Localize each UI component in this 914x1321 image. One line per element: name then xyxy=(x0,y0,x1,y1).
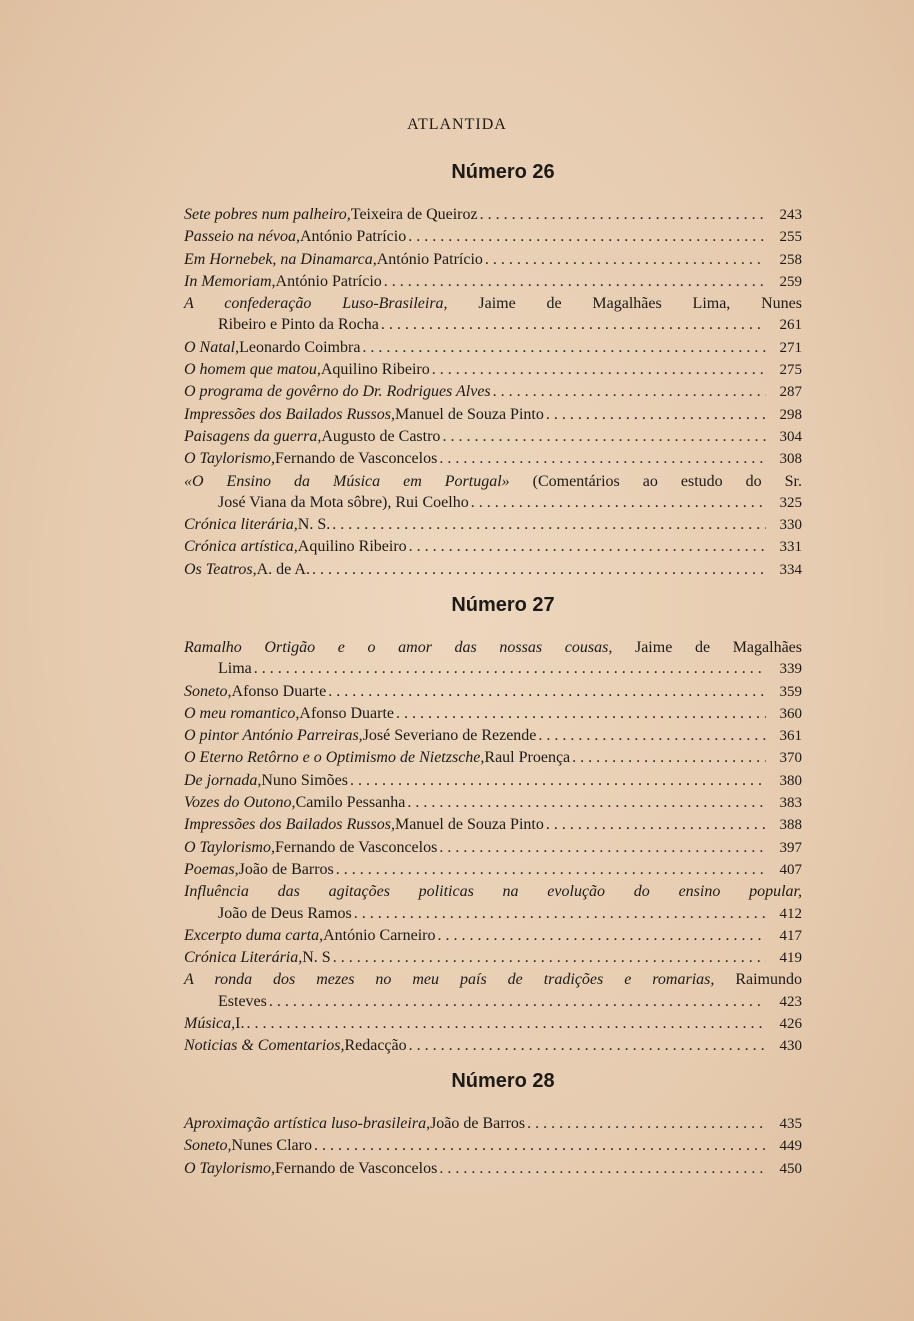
entry-page-number: 325 xyxy=(779,494,802,511)
entry-author: Fernando de Vasconcelos xyxy=(274,1159,438,1177)
entry-title: Sete pobres num palheiro, xyxy=(184,206,351,223)
entry-page-number: 304 xyxy=(779,428,802,445)
entry-author: Leonardo Coimbra xyxy=(239,338,361,356)
dot-leader xyxy=(269,991,766,1012)
entry-author: Nunes Claro xyxy=(231,1137,312,1155)
entry-author: António Carneiro xyxy=(323,926,436,944)
entry-page-number: 423 xyxy=(779,993,802,1010)
entry-author: N. S. xyxy=(297,516,331,534)
toc-entry xyxy=(184,293,802,337)
dot-leader xyxy=(439,837,766,858)
toc-entry xyxy=(184,814,802,836)
dot-leader xyxy=(438,925,767,946)
toc-entry xyxy=(184,770,802,792)
toc-entry xyxy=(184,271,802,293)
dot-leader xyxy=(439,1158,766,1179)
toc-entry xyxy=(184,448,802,470)
entry-page-number: 419 xyxy=(779,950,802,967)
entry-page-number: 331 xyxy=(779,539,802,556)
entry-title: O Taylorismo, xyxy=(184,838,275,856)
entry-page-number: 450 xyxy=(779,1160,802,1177)
toc-entry xyxy=(184,1013,802,1035)
entry-page-number: 308 xyxy=(779,451,802,468)
entry-author: Camilo Pessanha xyxy=(295,794,406,812)
entry-author: Jaime de Magalhães xyxy=(612,639,802,656)
entry-title: O pintor António Parreiras, xyxy=(184,727,363,745)
dot-leader xyxy=(432,359,766,380)
dot-leader xyxy=(538,725,766,746)
dot-leader xyxy=(246,1013,766,1034)
dot-leader xyxy=(396,703,766,724)
toc-entry xyxy=(184,471,802,515)
dot-leader xyxy=(354,903,766,924)
section-title: Número 28 xyxy=(451,1070,555,1092)
entry-title: «O Ensino da Música em Portugal» xyxy=(184,472,510,490)
toc-entry xyxy=(184,637,802,681)
entry-title: De jornada, xyxy=(184,771,262,789)
dot-leader xyxy=(254,658,766,679)
dot-leader xyxy=(350,770,766,791)
toc-entry xyxy=(184,703,802,725)
entry-title: Ramalho Ortigão e o amor das nossas cousas, xyxy=(184,639,613,656)
entry-title: Impressões dos Bailados Russos, xyxy=(184,405,395,423)
toc-entry xyxy=(184,359,802,381)
entry-page-number: 287 xyxy=(779,384,802,401)
entry-author: Aquilino Ribeiro xyxy=(297,538,407,556)
dot-leader xyxy=(332,514,766,535)
entry-title: Os Teatros, xyxy=(184,560,257,578)
toc-entry xyxy=(184,226,802,248)
entry-title: In Memoriam, xyxy=(184,272,276,290)
entry-title: Soneto, xyxy=(184,1137,232,1155)
entry-author: Raul Proença xyxy=(484,749,571,767)
toc-entry xyxy=(184,747,802,769)
toc-entry xyxy=(184,559,802,581)
entry-page-number: 261 xyxy=(779,317,802,334)
entry-title: Crónica literária, xyxy=(184,516,298,534)
entry-title: Influência das agitações politicas na evolução do ensino popular, xyxy=(184,883,802,901)
entry-title: Aproximação artística luso-brasileira, xyxy=(184,1115,431,1132)
entry-page-number: 360 xyxy=(779,705,802,722)
entry-title: O Taylorismo, xyxy=(184,1159,275,1177)
entry-title: Paisagens da guerra, xyxy=(184,427,322,445)
toc-entry xyxy=(184,1135,802,1157)
dot-leader xyxy=(442,426,766,447)
entry-author: António Patrício xyxy=(376,250,483,268)
entry-author: Fernando de Vasconcelos xyxy=(274,450,438,468)
toc-entry xyxy=(184,969,802,1013)
section-title: Número 27 xyxy=(451,594,555,616)
entry-page-number: 435 xyxy=(779,1116,802,1132)
entry-title: O homem que matou, xyxy=(184,361,321,379)
entry-page-number: 412 xyxy=(779,905,802,922)
entry-page-number: 370 xyxy=(779,750,802,767)
entry-title: Vozes do Outono, xyxy=(184,794,296,812)
entry-author: Manuel de Souza Pinto xyxy=(394,405,544,423)
entry-author: António Patrício xyxy=(275,272,382,290)
dot-leader xyxy=(471,492,766,513)
entry-page-number: 258 xyxy=(779,251,802,268)
section-numero-28 xyxy=(184,1070,802,1180)
entry-author-continued: Lima xyxy=(218,660,252,678)
entry-author: José Severiano de Rezende xyxy=(362,727,537,745)
entry-page-number: 255 xyxy=(779,229,802,246)
toc-entry xyxy=(184,881,802,925)
entry-page-number: 380 xyxy=(779,772,802,789)
dot-leader xyxy=(546,814,766,835)
entry-author: Fernando de Vasconcelos xyxy=(274,838,438,856)
dot-leader xyxy=(409,1035,766,1056)
entry-page-number: 449 xyxy=(779,1138,802,1155)
toc-entry xyxy=(184,725,802,747)
entry-title: Música, xyxy=(184,1015,236,1033)
entry-author: N. S xyxy=(302,949,331,967)
entry-page-number: 259 xyxy=(779,273,802,290)
entry-page-number: 383 xyxy=(779,795,802,812)
dot-leader xyxy=(439,448,766,469)
entry-author: A. de A. xyxy=(256,560,310,578)
section-numero-27 xyxy=(184,594,802,1058)
dot-leader xyxy=(485,249,766,270)
entry-author: (Comentários ao estudo do Sr. xyxy=(509,472,803,490)
section-title: Número 26 xyxy=(451,161,555,183)
running-head: ATLANTIDA xyxy=(407,116,507,133)
entry-author: Afonso Duarte xyxy=(231,682,327,700)
entry-author: João de Barros xyxy=(430,1115,526,1132)
entry-page-number: 298 xyxy=(779,406,802,423)
dot-leader xyxy=(480,204,766,225)
entry-author: Afonso Duarte xyxy=(299,704,395,722)
dot-leader xyxy=(362,337,766,358)
entry-title: Excerpto duma carta, xyxy=(184,926,324,944)
entry-page-number: 275 xyxy=(779,362,802,379)
entry-author-continued: Ribeiro e Pinto da Rocha xyxy=(218,316,379,334)
dot-leader xyxy=(407,792,766,813)
toc-entry xyxy=(184,837,802,859)
entry-title: A ronda dos mezes no meu país de tradições e romarias, xyxy=(184,971,715,989)
entry-title: Impressões dos Bailados Russos, xyxy=(184,816,395,834)
dot-leader xyxy=(409,536,766,557)
dot-leader xyxy=(312,559,766,580)
toc-entry xyxy=(184,337,802,359)
toc-entry xyxy=(184,404,802,426)
toc-entry xyxy=(184,681,802,703)
entry-title: O Natal, xyxy=(184,338,240,356)
toc-entry xyxy=(184,859,802,881)
entry-title: Soneto, xyxy=(184,682,232,700)
entry-author: Jaime de Magalhães Lima, Nunes xyxy=(447,295,803,313)
entry-page-number: 397 xyxy=(779,839,802,856)
toc-entry xyxy=(184,1035,802,1057)
entry-title: O Eterno Retôrno e o Optimismo de Nietzsche, xyxy=(184,749,485,767)
entry-page-number: 388 xyxy=(779,817,802,834)
dot-leader xyxy=(546,404,766,425)
entry-author: Raimundo xyxy=(714,971,803,989)
toc-entry xyxy=(184,249,802,271)
toc-entry xyxy=(184,925,802,947)
toc-entry xyxy=(184,204,802,226)
entry-author: Redacção xyxy=(344,1037,407,1055)
entry-title: Poemas, xyxy=(184,860,239,878)
entry-author: I. xyxy=(235,1015,245,1033)
entry-author: Aquilino Ribeiro xyxy=(320,361,430,379)
toc-entry xyxy=(184,1158,802,1180)
entry-author: João de Barros xyxy=(238,860,334,878)
dot-leader xyxy=(314,1135,766,1156)
entry-page-number: 243 xyxy=(779,207,802,223)
entry-page-number: 271 xyxy=(779,339,802,356)
entry-page-number: 417 xyxy=(779,927,802,944)
entry-title: Em Hornebek, na Dinamarca, xyxy=(184,250,377,268)
dot-leader xyxy=(572,747,766,768)
toc-entry xyxy=(184,426,802,448)
entry-title: O meu romantico, xyxy=(184,704,300,722)
dot-leader xyxy=(333,947,766,968)
entry-author: Nuno Simões xyxy=(261,771,348,789)
entry-author: Augusto de Castro xyxy=(321,427,441,445)
entry-page-number: 426 xyxy=(779,1016,802,1033)
toc-entry xyxy=(184,947,802,969)
entry-author: António Patrício xyxy=(299,228,407,246)
toc-entry xyxy=(184,536,802,558)
entry-title: Passeio na névoa, xyxy=(184,228,300,246)
entry-title: Crónica artística, xyxy=(184,538,298,556)
entry-title: Noticias & Comentarios, xyxy=(184,1037,345,1055)
dot-leader xyxy=(493,381,766,402)
entry-author: Teixeira de Queiroz xyxy=(350,206,478,223)
entry-page-number: 334 xyxy=(779,561,802,578)
toc-entry xyxy=(184,381,802,403)
dot-leader xyxy=(527,1113,766,1134)
toc-entry xyxy=(184,792,802,814)
toc-entry xyxy=(184,514,802,536)
dot-leader xyxy=(384,271,766,292)
entry-page-number: 359 xyxy=(779,683,802,700)
dot-leader xyxy=(408,226,766,247)
entry-title: O Taylorismo, xyxy=(184,450,275,468)
entry-title: Crónica Literária, xyxy=(184,949,303,967)
entry-author-continued: Esteves xyxy=(218,992,267,1010)
entry-author-continued: José Viana da Mota sôbre), Rui Coelho xyxy=(218,493,469,511)
entry-title: A confederação Luso-Brasileira, xyxy=(184,295,448,313)
section-numero-26 xyxy=(184,161,802,581)
entry-page-number: 339 xyxy=(779,661,802,678)
dot-leader xyxy=(336,859,766,880)
dot-leader xyxy=(381,314,766,335)
entry-page-number: 361 xyxy=(779,728,802,745)
entry-page-number: 330 xyxy=(779,517,802,534)
entry-title: O programa de govêrno do Dr. Rodrigues Alves xyxy=(184,383,491,401)
entry-author-continued: João de Deus Ramos xyxy=(218,904,352,922)
dot-leader xyxy=(328,681,766,702)
entry-author: Manuel de Souza Pinto xyxy=(394,816,544,834)
entry-page-number: 430 xyxy=(779,1038,802,1055)
entry-page-number: 407 xyxy=(779,861,802,878)
toc-entry xyxy=(184,1113,802,1135)
